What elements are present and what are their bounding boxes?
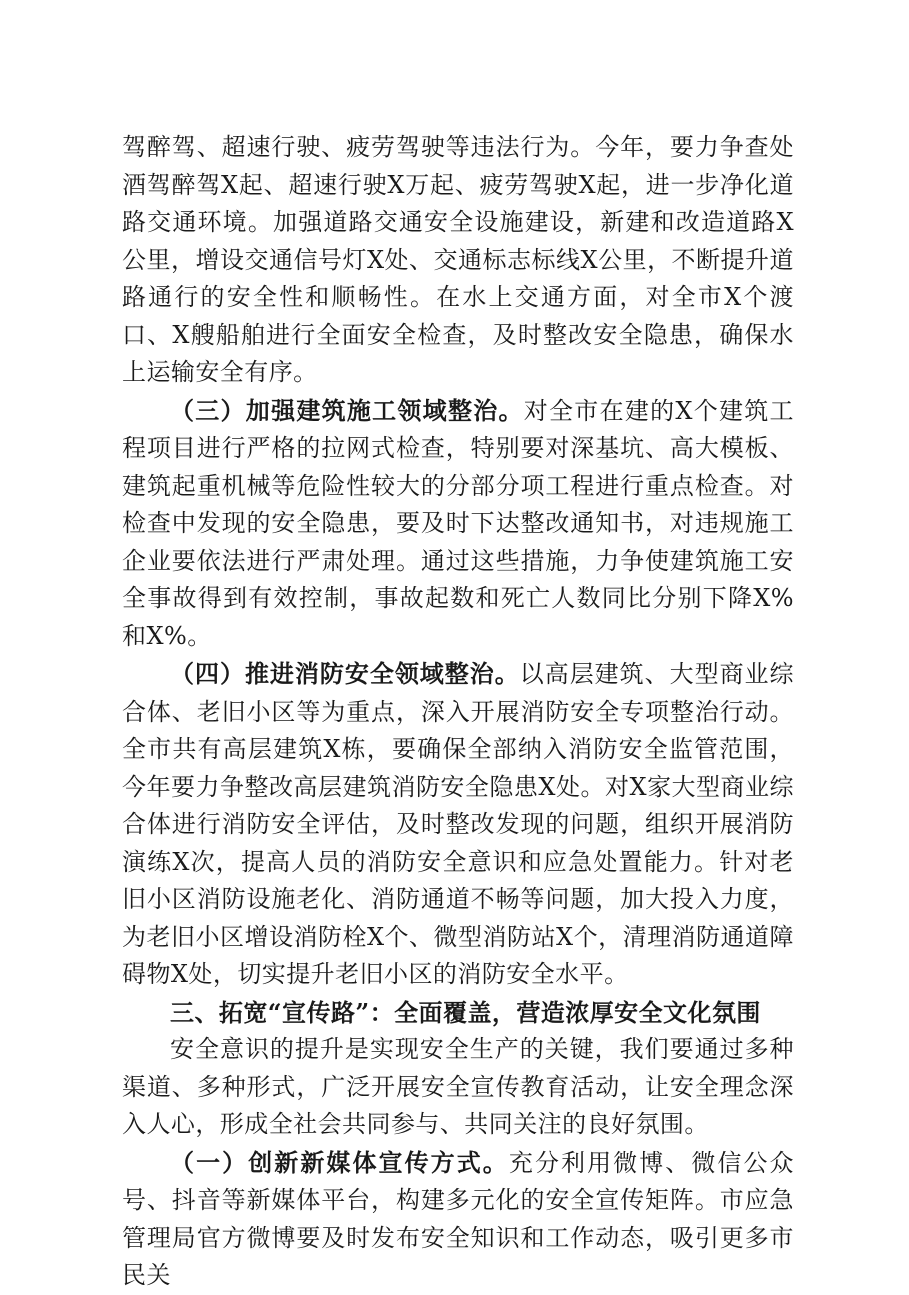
paragraph-text: 以高层建筑、大型商业综合体、老旧小区等为重点，深入开展消防安全专项整治行动。全市共有高层建筑X栋，要确保全部纳入消防安全监管范围，今年要力争整改高层建筑消防安全隐患X处。对X家大型商业综合体进行消防安全评估，及时整改发现的问题，组织开展消防演练X次，提高人员的消防安全意识和应急处置能力。针对老旧小区消防设施老化、消防通道不畅等问题，加大投入力度，为老旧小区增设消防栓X个、微型消防站X个，清理消防通道障碍物X处，切实提升老旧小区的消防安全水平。 [122, 660, 794, 988]
paragraph-construction-safety [122, 392, 794, 656]
paragraph-text: 充分利用微博、微信公众号、抖音等新媒体平台，构建多元化的安全宣传矩阵。市应急管理局官方微博要及时发布安全知识和工作动态，吸引更多市民关 [122, 1148, 794, 1289]
paragraph-text: 安全意识的提升是实现安全生产的关键，我们要通过多种渠道、多种形式，广泛开展安全宣传教育活动，让安全理念深入人心，形成全社会共同参与、共同关注的良好氛围。 [122, 1035, 794, 1138]
paragraph-publicity-intro [122, 1031, 794, 1144]
paragraph-traffic-safety [122, 129, 794, 392]
document-body [122, 129, 794, 1295]
section-heading: 三、拓宽“宣传路”：全面覆盖，营造浓厚安全文化氛围 [170, 997, 761, 1027]
paragraph-new-media [122, 1144, 794, 1295]
subheading-fire-safety: （四）推进消防安全领域整治。 [170, 659, 520, 688]
subheading-construction: （三）加强建筑施工领域整治。 [170, 395, 524, 425]
paragraph-text: 驾醉驾、超速行驶、疲劳驾驶等违法行为。今年，要力争查处酒驾醉驾X起、超速行驶X万起、疲劳驾驶X起，进一步净化道路交通环境。加强道路交通安全设施建设，新建和改造道路X公里，增设交通信号灯X处、交通标志标线X公里，不断提升道路通行的安全性和顺畅性。在水上交通方面，对全市X个渡口、X艘船舶进行全面安全检查，及时整改安全隐患，确保水上运输安全有序。 [122, 133, 794, 386]
paragraph-fire-safety [122, 655, 794, 994]
paragraph-text: 对全市在建的X个建筑工程项目进行严格的拉网式检查，特别要对深基坑、高大模板、建筑起重机械等危险性较大的分部分项工程进行重点检查。对检查中发现的安全隐患，要及时下达整改通知书，对违规施工企业要依法进行严肃处理。通过这些措施，力争使建筑施工安全事故得到有效控制，事故起数和死亡人数同比分别下降X%和X%。 [122, 396, 794, 650]
subheading-new-media: （一）创新新媒体宣传方式。 [170, 1147, 509, 1177]
